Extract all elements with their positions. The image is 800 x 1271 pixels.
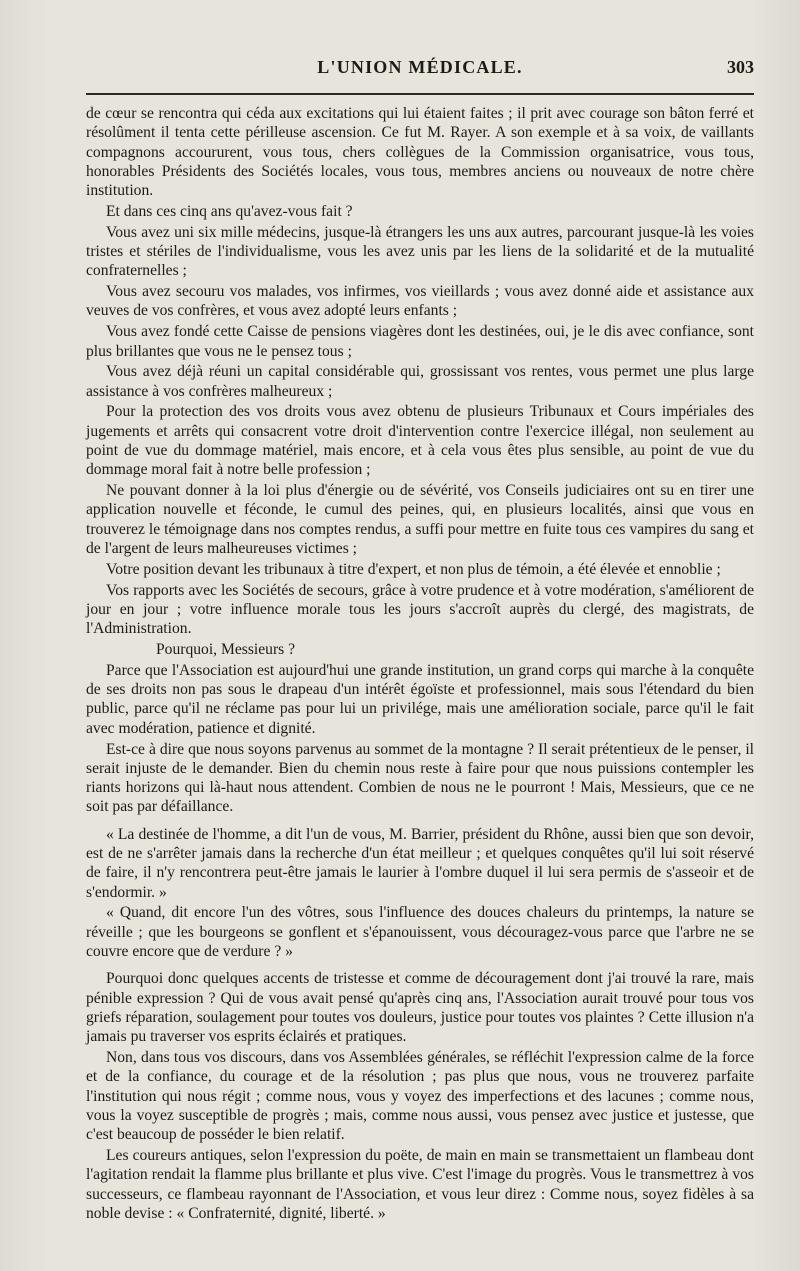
quote-paragraph: « Quand, dit encore l'un des vôtres, sous l'influence des douces chaleurs du printemps, la nature se réveille ; que les bourgeons se gonflent et s'épanouissent, vous découragez-vous parce que l'arbre ne se couvre encore que de verdure ? » <box>86 904 754 960</box>
paragraph: Vous avez déjà réuni un capital considérable qui, grossissant vos rentes, vous permet une plus large assistance à vos confrères malheureux ; <box>86 363 754 400</box>
paragraph: Pourquoi donc quelques accents de tristesse et comme de découragement dont j'ai trouvé la rare, mais pénible expression ? Qui de vous avait pensé qu'après cinq ans, l'Association aurait trouvé pour tous vos griefs réparation, soulagement pour toutes vos douleurs, justice pour toutes vos plaintes ? Cette illusion n'a jamais pu traverser vos esprits éclairés et pratiques. <box>86 970 754 1046</box>
running-head: L'UNION MÉDICALE. <box>317 57 523 77</box>
paragraph: Vous avez fondé cette Caisse de pensions viagères dont les destinées, oui, je le dis avec confiance, sont plus brillantes que vous ne le pensez tous ; <box>86 323 754 360</box>
header-rule <box>86 93 754 95</box>
paragraph: Pour la protection des vos droits vous avez obtenu de plusieurs Tribunaux et Cours impériales des jugements et arrêts qui consacrent votre droit d'intervention contre l'exercice illégal, non seulement au point de vue du dommage matériel, mais encore, et à cela vous êtes plus sensible, au point de vue du dommage moral fait à notre belle profession ; <box>86 403 754 479</box>
paragraph: Non, dans tous vos discours, dans vos Assemblées générales, se réfléchit l'expression calme de la force et de la confiance, du courage et de la résolution ; pas plus que nous, vous ne trouverez parfaite l'institution qui nous régit ; comme nous, vous y voyez des imperfections et des lacunes ; comme nous, vous la voyez susceptible de progrès ; mais, comme nous aussi, vous pensez avec justice et justesse, que c'est beaucoup de posséder le bien relatif. <box>86 1048 754 1144</box>
paragraph: Votre position devant les tribunaux à titre d'expert, et non plus de témoin, a été élevée et ennoblie ; <box>106 560 721 578</box>
paragraph: Pourquoi, Messieurs ? <box>156 641 296 659</box>
body-text <box>86 104 754 1225</box>
paragraph: de cœur se rencontra qui céda aux excitations qui lui étaient faites ; il prit avec courage son bâton ferré et résolûment il tenta cette périlleuse ascension. Ce fut M. Rayer. A son exemple et à sa voix, de vaillants compagnons accoururent, vous tous, chers collègues de la Commission organisatrice, vous tous, honorables Présidents des Sociétés locales, vous tous, membres anciens ou nouveaux de notre chère institution. <box>86 105 754 200</box>
paragraph: Ne pouvant donner à la loi plus d'énergie ou de sévérité, vos Conseils judiciaires ont su en tirer une application nouvelle et féconde, le cumul des peines, qui, en plusieurs localités, ainsi que vous en trouverez le témoignage dans nos comptes rendus, a suffi pour mettre en fuite tous ces vampires du sang et de l'argent de leurs malheureuses victimes ; <box>86 482 754 558</box>
paragraph: Et dans ces cinq ans qu'avez-vous fait ? <box>106 202 353 220</box>
paragraph: Les coureurs antiques, selon l'expression du poëte, de main en main se transmettaient un flambeau dont l'agitation rendait la flamme plus brillante et plus vive. C'est l'image du progrès. Vous le transmettrez à vos successeurs, ce flambeau rayonnant de l'Association, et vous leur direz : Comme nous, soyez fidèles à sa noble devise : « Confraternité, dignité, liberté. » <box>86 1146 754 1222</box>
paragraph: Vos rapports avec les Sociétés de secours, grâce à votre prudence et à votre modération, s'améliorent de jour en jour ; votre influence morale tous les jours s'accroît auprès du clergé, des magistrats, de l'Administration. <box>86 581 754 638</box>
paragraph: Vous avez secouru vos malades, vos infirmes, vos vieillards ; vous avez donné aide et assistance aux veuves de vos confrères, et vous avez adopté leurs enfants ; <box>86 283 754 320</box>
page-number: 303 <box>727 57 754 77</box>
quote-paragraph: « La destinée de l'homme, a dit l'un de vous, M. Barrier, président du Rhône, aussi bien que son devoir, est de ne s'arrêter jamais dans la recherche d'un état meilleur ; et quelques conquêtes qu'il lui soit réservé de faire, il n'y rencontrera peut-être jamais le laurier à l'ombre duquel il lui sera permis de s'asseoir et de s'endormir. » <box>86 825 754 901</box>
page-header <box>86 57 754 87</box>
paragraph: Est-ce à dire que nous soyons parvenus au sommet de la montagne ? Il serait prétentieux de le penser, il serait injuste de le demander. Bien du chemin nous reste à faire pour que nous puissions contempler les riants horizons qui là-haut nous attendent. Combien de nous ne le pourront ! Mais, Messieurs, que ce ne soit pas par défaillance. <box>86 740 754 816</box>
paragraph: Vous avez uni six mille médecins, jusque-là étrangers les uns aux autres, parcourant jusque-là les voies tristes et stériles de l'individualisme, vous les avez unis par les liens de la solidarité et de la mutualité confraternelles ; <box>86 223 754 280</box>
paragraph: Parce que l'Association est aujourd'hui une grande institution, un grand corps qui marche à la conquête de ses droits non pas sous le drapeau d'un intérêt égoïste et professionnel, mais sous l'étendard du bien public, parce qu'il ne réclame pas pour lui un privilége, mais une amélioration sociale, parce qu'il le fait avec modération, patience et dignité. <box>86 661 754 737</box>
